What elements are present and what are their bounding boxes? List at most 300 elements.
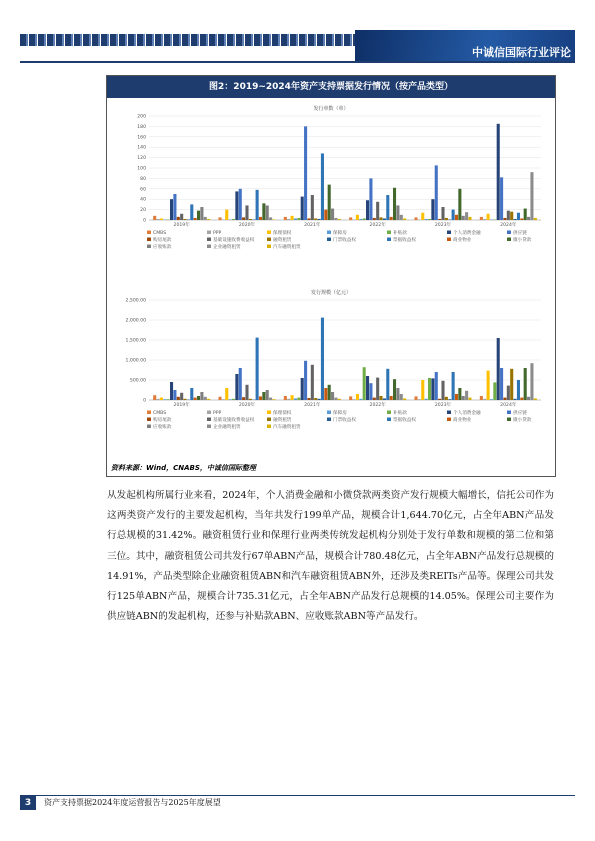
legend-label: 商业物业 bbox=[453, 418, 472, 423]
bar bbox=[170, 382, 173, 400]
legend-label: 基础设施收费收益权 bbox=[213, 418, 255, 423]
bar bbox=[197, 396, 200, 400]
legend-swatch bbox=[207, 418, 211, 422]
legend-swatch bbox=[147, 231, 151, 235]
bar bbox=[366, 376, 369, 400]
bar bbox=[225, 210, 228, 220]
bar bbox=[190, 388, 193, 400]
bar bbox=[187, 219, 190, 220]
legend-swatch bbox=[207, 425, 211, 429]
legend-swatch bbox=[147, 425, 151, 429]
bar bbox=[160, 398, 163, 400]
legend-label: 商业物业 bbox=[453, 238, 472, 243]
legend-swatch bbox=[267, 425, 271, 429]
y-tick-label: 0 bbox=[143, 218, 146, 224]
bar bbox=[448, 399, 451, 400]
y-tick-label: 160 bbox=[137, 135, 146, 141]
y-tick-label: 1,000.00 bbox=[125, 358, 146, 364]
bar bbox=[369, 178, 372, 220]
bar bbox=[400, 215, 403, 220]
x-tick-label: 2020年 bbox=[238, 403, 256, 408]
bar bbox=[490, 399, 493, 400]
bar bbox=[218, 397, 221, 400]
bar bbox=[207, 219, 210, 220]
legend-swatch bbox=[267, 245, 271, 249]
legend-label: 票据收益权 bbox=[393, 418, 416, 423]
bar bbox=[393, 188, 396, 220]
bar bbox=[232, 399, 235, 400]
bar bbox=[157, 399, 160, 400]
y-tick-label: 0 bbox=[143, 398, 146, 404]
bar bbox=[428, 378, 431, 400]
bar bbox=[520, 398, 523, 400]
bar bbox=[452, 372, 455, 400]
bar bbox=[200, 392, 203, 400]
legend-swatch bbox=[507, 238, 511, 242]
bar bbox=[291, 216, 294, 220]
bar bbox=[383, 218, 386, 220]
footer-title: 资产支持票据2024年度运营报告与2025年度展望 bbox=[44, 798, 221, 807]
bar bbox=[524, 368, 527, 400]
y-tick-label: 1,500.00 bbox=[125, 338, 146, 344]
bar bbox=[414, 396, 417, 400]
bar bbox=[353, 399, 356, 400]
bar bbox=[487, 371, 490, 400]
bar bbox=[242, 397, 245, 400]
legend-label: 购房尾款 bbox=[153, 238, 172, 243]
legend-label: 补贴款 bbox=[393, 231, 407, 236]
y-tick-label: 100 bbox=[137, 166, 146, 172]
bar bbox=[418, 399, 421, 400]
bar bbox=[445, 218, 448, 220]
legend-label: 微小贷款 bbox=[513, 238, 532, 243]
legend-swatch bbox=[447, 231, 451, 235]
bar bbox=[503, 398, 506, 400]
bar bbox=[173, 390, 176, 400]
bar bbox=[225, 388, 228, 400]
bar bbox=[297, 398, 300, 400]
bar bbox=[497, 338, 500, 400]
bar bbox=[363, 367, 366, 400]
legend-label: 个人消费金融 bbox=[453, 411, 481, 416]
bar bbox=[396, 205, 399, 220]
bar bbox=[269, 217, 272, 220]
bar bbox=[157, 219, 160, 220]
x-tick-label: 2023年 bbox=[434, 403, 452, 408]
bar bbox=[445, 397, 448, 400]
bar bbox=[438, 399, 441, 400]
legend-swatch bbox=[507, 231, 511, 235]
bar bbox=[235, 191, 238, 220]
bar bbox=[396, 388, 399, 400]
legend-swatch bbox=[387, 238, 391, 242]
bar bbox=[390, 396, 393, 400]
bar bbox=[452, 210, 455, 220]
y-tick-label: 2,000.00 bbox=[125, 318, 146, 324]
x-tick-label: 2019年 bbox=[173, 403, 190, 408]
bar bbox=[259, 396, 262, 400]
x-tick-label: 2022年 bbox=[369, 403, 386, 408]
bar bbox=[349, 217, 352, 220]
bar bbox=[245, 205, 248, 220]
bar bbox=[530, 172, 533, 220]
bar bbox=[328, 185, 331, 220]
body-text bbox=[107, 486, 554, 627]
legend-label: CMBS bbox=[153, 411, 167, 416]
bar bbox=[386, 195, 389, 220]
legend-swatch bbox=[447, 418, 451, 422]
figure bbox=[106, 75, 556, 477]
bar bbox=[232, 219, 235, 220]
bar bbox=[448, 219, 451, 220]
bar bbox=[331, 209, 334, 220]
bar bbox=[465, 391, 468, 400]
bar bbox=[314, 218, 317, 220]
bar bbox=[338, 399, 341, 400]
bar bbox=[514, 219, 517, 220]
bar bbox=[517, 213, 520, 220]
bar bbox=[242, 217, 245, 220]
legend-label: 保障房 bbox=[333, 231, 347, 236]
bar bbox=[462, 396, 465, 400]
bar bbox=[173, 194, 176, 220]
bar bbox=[483, 399, 486, 400]
bar bbox=[328, 385, 331, 400]
bar bbox=[318, 219, 321, 220]
legend-swatch bbox=[267, 411, 271, 415]
bar bbox=[435, 165, 438, 220]
bar bbox=[184, 219, 187, 220]
legend-label: 票据收益权 bbox=[393, 238, 416, 243]
bar bbox=[497, 124, 500, 220]
footer-divider bbox=[20, 795, 575, 796]
bar bbox=[180, 214, 183, 220]
bar bbox=[177, 397, 180, 400]
bar bbox=[284, 396, 287, 400]
y-tick-label: 40 bbox=[140, 197, 146, 203]
legend-swatch bbox=[207, 245, 211, 249]
bar bbox=[353, 219, 356, 220]
bar bbox=[441, 207, 444, 220]
bar bbox=[170, 199, 173, 220]
legend-swatch bbox=[147, 411, 151, 415]
bar bbox=[507, 386, 510, 400]
bar bbox=[428, 219, 431, 220]
legend-label: 汽车融资租赁 bbox=[273, 245, 301, 250]
bar bbox=[167, 219, 170, 220]
bar bbox=[229, 219, 232, 220]
x-tick-label: 2019年 bbox=[173, 223, 190, 228]
bar bbox=[291, 395, 294, 400]
bar bbox=[252, 219, 255, 220]
legend-swatch bbox=[267, 238, 271, 242]
bar bbox=[218, 217, 221, 220]
bar bbox=[366, 200, 369, 220]
bar bbox=[256, 338, 259, 400]
bar bbox=[294, 398, 297, 400]
bar bbox=[324, 210, 327, 220]
legend-swatch bbox=[267, 418, 271, 422]
legend-swatch bbox=[447, 411, 451, 415]
bar bbox=[425, 219, 428, 220]
bar bbox=[163, 219, 166, 220]
legend-swatch bbox=[207, 231, 211, 235]
bar bbox=[256, 190, 259, 220]
bar bbox=[194, 398, 197, 400]
bar bbox=[177, 217, 180, 220]
bar bbox=[465, 212, 468, 220]
bar bbox=[338, 219, 341, 220]
legend-label: 门票收益权 bbox=[333, 418, 356, 423]
bar bbox=[520, 218, 523, 220]
bar bbox=[304, 361, 307, 400]
legend-label: 补贴款 bbox=[393, 411, 407, 416]
header-title: 中诚信国际行业评论 bbox=[472, 46, 571, 59]
bar bbox=[314, 398, 317, 400]
x-tick-label: 2021年 bbox=[304, 403, 321, 408]
bar bbox=[500, 177, 503, 220]
bar bbox=[163, 399, 166, 400]
bar bbox=[534, 398, 537, 400]
bar bbox=[403, 218, 406, 220]
y-tick-label: 2,500.00 bbox=[125, 298, 146, 304]
chart-issuance-count bbox=[107, 100, 555, 285]
bar bbox=[262, 392, 265, 400]
bar bbox=[527, 217, 530, 220]
bar bbox=[194, 218, 197, 220]
y-tick-label: 500.00 bbox=[129, 378, 146, 384]
bar bbox=[400, 394, 403, 400]
bar bbox=[458, 388, 461, 400]
legend-swatch bbox=[507, 418, 511, 422]
bar bbox=[441, 381, 444, 400]
legend-label: 购房尾款 bbox=[153, 418, 172, 423]
y-tick-label: 60 bbox=[140, 187, 146, 193]
chart-title: 发行单数（单） bbox=[313, 106, 349, 112]
legend-label: CMBS bbox=[153, 231, 167, 236]
x-tick-label: 2024年 bbox=[500, 223, 517, 228]
bar bbox=[180, 393, 183, 400]
bar bbox=[493, 382, 496, 400]
bar bbox=[458, 189, 461, 220]
chart-title: 发行规模（亿元） bbox=[310, 290, 352, 296]
bar bbox=[517, 380, 520, 400]
bar bbox=[284, 217, 287, 220]
x-tick-label: 2020年 bbox=[238, 223, 256, 228]
bar bbox=[287, 219, 290, 220]
bar bbox=[421, 213, 424, 220]
legend-label: 供应链 bbox=[513, 231, 527, 236]
bar bbox=[487, 214, 490, 220]
bar bbox=[272, 219, 275, 220]
bar bbox=[386, 369, 389, 400]
legend-label: PPP bbox=[213, 411, 222, 416]
bar bbox=[207, 399, 210, 400]
bar bbox=[160, 218, 163, 220]
bar bbox=[369, 383, 372, 400]
x-tick-label: 2021年 bbox=[304, 223, 321, 228]
bar bbox=[359, 399, 362, 400]
y-tick-label: 140 bbox=[137, 145, 146, 151]
legend-label: 个人消费金融 bbox=[453, 231, 481, 236]
y-tick-label: 200 bbox=[137, 114, 146, 120]
legend-label: 融资租赁 bbox=[273, 238, 292, 243]
bar bbox=[272, 399, 275, 400]
bar bbox=[301, 378, 304, 400]
bar bbox=[245, 385, 248, 400]
bar bbox=[200, 207, 203, 220]
y-tick-label: 80 bbox=[140, 176, 146, 182]
bar bbox=[318, 399, 321, 400]
bar bbox=[524, 209, 527, 220]
bar bbox=[307, 398, 310, 400]
legend-label: 汽车融资租赁 bbox=[273, 425, 301, 430]
bar bbox=[287, 399, 290, 400]
bar bbox=[304, 126, 307, 220]
header-divider bbox=[20, 61, 575, 63]
bar bbox=[510, 369, 513, 400]
bar bbox=[421, 380, 424, 400]
bar bbox=[403, 398, 406, 400]
bar bbox=[197, 211, 200, 220]
bar bbox=[229, 399, 232, 400]
bar bbox=[507, 211, 510, 220]
bar bbox=[380, 396, 383, 400]
bar bbox=[311, 365, 314, 400]
bar bbox=[359, 219, 362, 220]
legend-label: 供应链 bbox=[513, 411, 527, 416]
bar bbox=[266, 205, 269, 220]
legend-swatch bbox=[147, 238, 151, 242]
legend-label: 企业融资租赁 bbox=[213, 425, 241, 430]
bar bbox=[462, 216, 465, 220]
legend-label: 保理债权 bbox=[273, 411, 292, 416]
body-paragraph: 从发起机构所属行业来看，2024年，个人消费金融和小微贷款两类资产发行规模大幅增长，信托公司作为这两类资产发行的主要发起机构，当年共发行199单产品，规模合计1,644.70亿元，占全年ABN产品发行总规模的31.42%。融资租赁行业和保理行业两类传统发起机构分别处于发行单数和规模的第二位和第三位。其中，融资租赁公司共发行67单ABN产品，规模合计780.48亿元，占全年ABN产品发行总规模的14.91%，产品类型除企业融资租赁ABN和汽车融资租赁ABN外，还涉及类REITs产品等。保理公司共发行125单ABN产品，规模合计735.31亿元，占全年ABN产品发行总规模的14.05%。保理公司主要作为供应链ABN的发起机构，还参与补贴款ABN、应收账款ABN等产品发行。 bbox=[107, 490, 554, 623]
legend-swatch bbox=[447, 238, 451, 242]
bar bbox=[321, 153, 324, 220]
legend-swatch bbox=[327, 231, 331, 235]
legend-swatch bbox=[147, 245, 151, 249]
bar bbox=[235, 374, 238, 400]
bar bbox=[414, 217, 417, 220]
bar bbox=[184, 399, 187, 400]
legend-label: 融资租赁 bbox=[273, 418, 292, 423]
x-tick-label: 2022年 bbox=[369, 223, 386, 228]
bar bbox=[294, 218, 297, 220]
header-decoration bbox=[20, 34, 355, 46]
bar bbox=[239, 189, 242, 220]
bar bbox=[468, 398, 471, 400]
bar bbox=[480, 396, 483, 400]
y-tick-label: 20 bbox=[140, 208, 146, 214]
bar bbox=[376, 202, 379, 220]
bar bbox=[324, 388, 327, 400]
bar bbox=[262, 203, 265, 220]
bar bbox=[438, 219, 441, 220]
bar bbox=[455, 215, 458, 220]
bar bbox=[249, 219, 252, 220]
x-tick-label: 2023年 bbox=[434, 223, 452, 228]
bar bbox=[363, 218, 366, 220]
bar bbox=[307, 218, 310, 220]
bar bbox=[514, 399, 517, 400]
bar bbox=[510, 212, 513, 220]
legend-swatch bbox=[327, 411, 331, 415]
bar bbox=[239, 368, 242, 400]
bar bbox=[468, 217, 471, 220]
bar bbox=[376, 378, 379, 400]
bar bbox=[380, 217, 383, 220]
bar bbox=[311, 195, 314, 220]
bar bbox=[167, 399, 170, 400]
page-number: 3 bbox=[20, 796, 36, 810]
bar bbox=[259, 217, 262, 220]
bar bbox=[503, 218, 506, 220]
bar bbox=[334, 398, 337, 400]
legend-swatch bbox=[327, 418, 331, 422]
bar bbox=[266, 390, 269, 400]
legend-label: PPP bbox=[213, 231, 222, 236]
bar bbox=[418, 219, 421, 220]
bar bbox=[393, 379, 396, 400]
bar bbox=[222, 399, 225, 400]
legend-swatch bbox=[387, 411, 391, 415]
bar bbox=[530, 363, 533, 400]
legend-label: 基础设施收费收益权 bbox=[213, 238, 255, 243]
bar bbox=[190, 204, 193, 220]
bar bbox=[301, 197, 304, 220]
legend-label: 保障房 bbox=[333, 411, 347, 416]
bar bbox=[534, 218, 537, 220]
legend-swatch bbox=[207, 238, 211, 242]
bar bbox=[153, 216, 156, 220]
bar bbox=[373, 218, 376, 220]
bar bbox=[493, 219, 496, 220]
legend-label: 保理债权 bbox=[273, 231, 292, 236]
bar bbox=[435, 372, 438, 400]
bar bbox=[334, 218, 337, 220]
bar bbox=[297, 218, 300, 220]
bar bbox=[431, 378, 434, 400]
y-tick-label: 120 bbox=[137, 156, 146, 162]
bar bbox=[349, 396, 352, 400]
bar bbox=[480, 217, 483, 220]
bar bbox=[331, 392, 334, 400]
bar bbox=[249, 399, 252, 400]
legend-swatch bbox=[387, 418, 391, 422]
legend-swatch bbox=[327, 238, 331, 242]
figure-source: 资料来源：Wind，CNABS，中诚信国际整理 bbox=[111, 464, 256, 472]
bar bbox=[321, 318, 324, 400]
figure-title: 图2：2019~2024年资产支持票据发行情况（按产品类型） bbox=[107, 76, 555, 98]
chart-issuance-scale bbox=[107, 284, 555, 462]
legend-label: 门票收益权 bbox=[333, 238, 356, 243]
bar bbox=[373, 398, 376, 400]
bar bbox=[383, 398, 386, 400]
bar bbox=[390, 217, 393, 220]
bar bbox=[490, 219, 493, 220]
legend-label: 微小贷款 bbox=[513, 418, 532, 423]
legend-swatch bbox=[207, 411, 211, 415]
legend-swatch bbox=[507, 411, 511, 415]
x-tick-label: 2024年 bbox=[500, 403, 517, 408]
bar bbox=[204, 217, 207, 220]
legend-swatch bbox=[267, 231, 271, 235]
y-tick-label: 180 bbox=[137, 124, 146, 130]
bar bbox=[425, 399, 428, 400]
bar bbox=[153, 395, 156, 400]
bar bbox=[356, 215, 359, 220]
